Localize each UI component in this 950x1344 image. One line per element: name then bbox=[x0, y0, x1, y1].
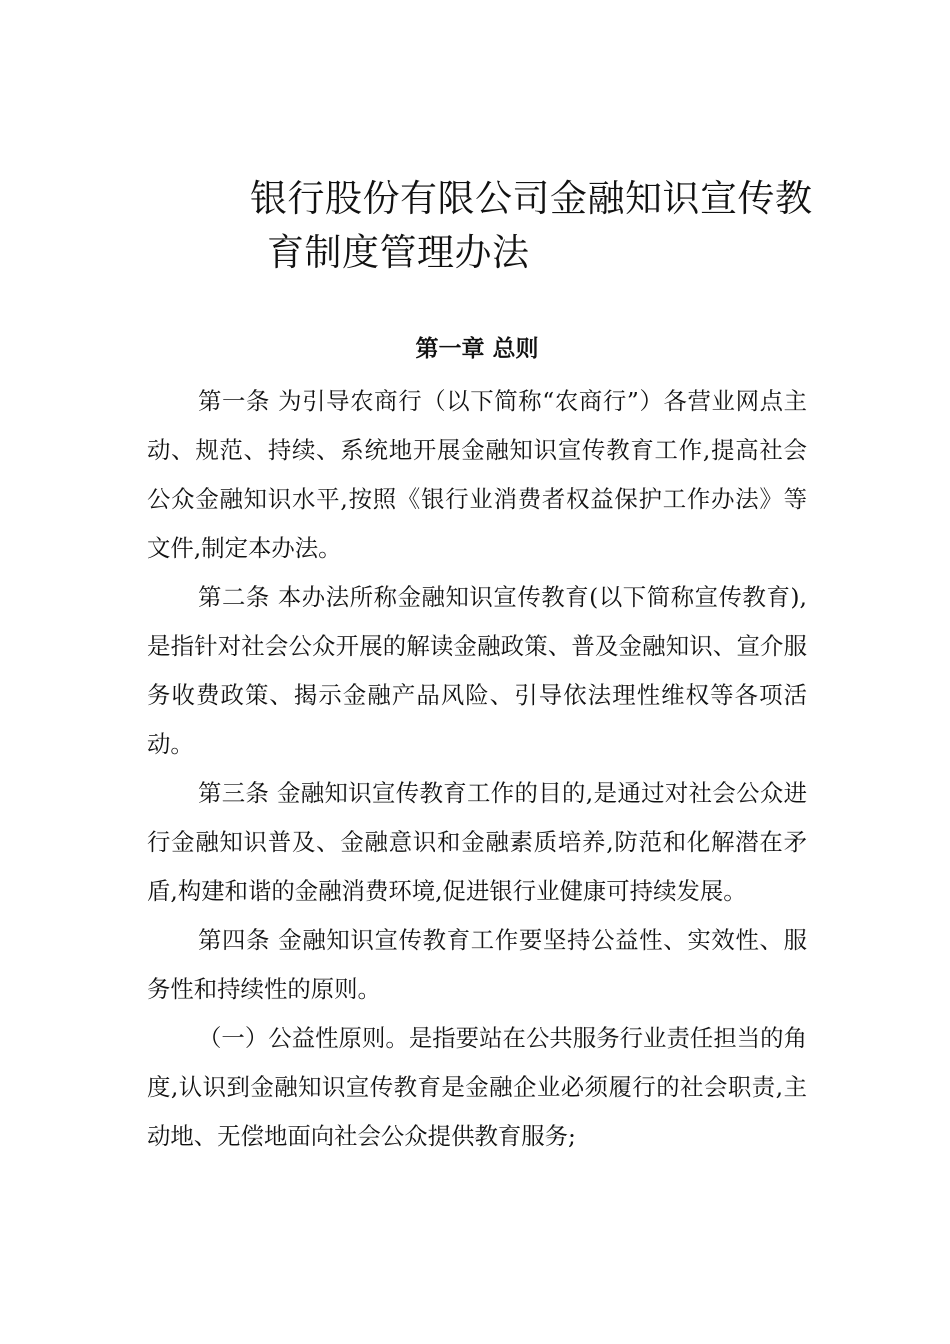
chapter-heading bbox=[0, 333, 950, 365]
title-line-1: 银行股份有限公司金融知识宣传教 bbox=[250, 177, 813, 220]
article-3-paragraph: 第三条 金融知识宣传教育工作的目的,是通过对社会公众进行金融知识普及、金融意识和金融素质培养,防范和化解潜在矛盾,构建和谐的金融消费环境,促进银行业健康可持续发展。 bbox=[147, 779, 807, 905]
article-4-paragraph: 第四条 金融知识宣传教育工作要坚持公益性、实效性、服务性和持续性的原则。 bbox=[147, 926, 807, 1003]
title-line-2: 育制度管理办法 bbox=[267, 231, 530, 274]
public-welfare-principle-paragraph: （一）公益性原则。是指要站在公共服务行业责任担当的角度,认识到金融知识宣传教育是金融企业必须履行的社会职责,主动地、无偿地面向社会公众提供教育服务; bbox=[147, 1024, 807, 1150]
document-body bbox=[147, 377, 807, 1161]
article-2-paragraph: 第二条 本办法所称金融知识宣传教育(以下简称宣传教育),是指针对社会公众开展的解读金融政策、普及金融知识、宣介服务收费政策、揭示金融产品风险、引导依法理性维权等各项活动。 bbox=[147, 583, 807, 758]
chapter-heading-text: 第一章 总则 bbox=[415, 336, 539, 362]
document-title bbox=[250, 172, 850, 280]
article-1-paragraph: 第一条 为引导农商行（以下简称“农商行”）各营业网点主动、规范、持续、系统地开展金融知识宣传教育工作,提高社会公众金融知识水平,按照《银行业消费者权益保护工作办法》等文件,制定本办法。 bbox=[147, 387, 807, 562]
